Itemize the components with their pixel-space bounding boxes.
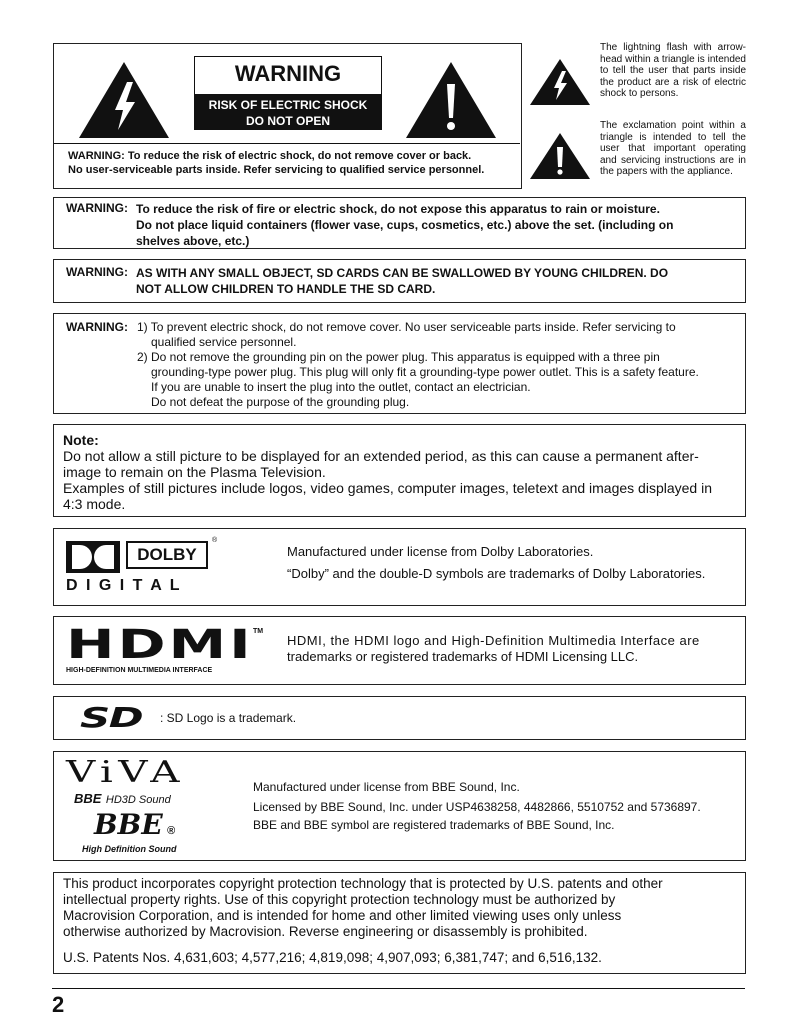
fire-warning-line2: Do not place liquid containers (flower vase, cups, cosmetics, etc.) above the set. (including on (136, 218, 674, 232)
fire-warning-line1: To reduce the risk of fire or electric shock, do not expose this apparatus to rain or moisture. (136, 202, 660, 216)
dolby-word: DOLBY (137, 545, 197, 564)
bbe-reg-mark: ® (167, 825, 176, 837)
plug-warning-item1-line2: qualified service personnel. (151, 335, 297, 349)
bbe-high-definition-text: High Definition Sound (82, 844, 177, 854)
macrovision-line4: otherwise authorized by Macrovision. Reverse engineering or disassembly is prohibited. (63, 924, 588, 939)
bbe-line1: Manufactured under license from BBE Sound, Inc. (253, 780, 520, 794)
plug-warning-item2-line2: grounding-type power plug. This plug will only fit a grounding-type power outlet. This is a safety feature. (151, 365, 699, 379)
lightning-triangle-icon (77, 60, 171, 140)
hdmi-text (287, 633, 743, 665)
hdmi-logo (66, 622, 266, 678)
sd-warning-label: WARNING: (66, 265, 128, 279)
plug-warning-item1-line1: 1) To prevent electric shock, do not remove cover. No user serviceable parts inside. Refer servicing to (137, 320, 676, 334)
macrovision-line3: Macrovision Corporation, and is intended for home and other limited viewing uses only unless (63, 908, 622, 923)
warning-footer-line1: WARNING: To reduce the risk of electric shock, do not remove cover or back. (68, 150, 472, 162)
warning-subtitle-line1: RISK OF ELECTRIC SHOCK (208, 98, 368, 112)
double-d-icon (66, 541, 120, 573)
dolby-text (287, 542, 743, 584)
hdmi-box (53, 616, 746, 685)
note-line1: Do not allow a still picture to be displayed for an extended period, as this can cause a permanent after- (63, 448, 699, 464)
macrovision-text (63, 876, 743, 966)
plug-warning-item2-line4: Do not defeat the purpose of the grounding plug. (151, 395, 410, 409)
exclamation-note: The exclamation point within a triangle is intended to tell the user that important operating and servicing instructions are in the papers with the appliance. (600, 120, 746, 177)
macrovision-patents: U.S. Patents Nos. 4,631,603; 4,577,216; 4,819,098; 4,907,093; 6,381,747; and 6,516,132. (63, 950, 602, 965)
bbe-large-word: BBE (94, 808, 163, 841)
bbe-line2: Licensed by BBE Sound, Inc. under USP4638258, 4482866, 5510752 and 5736897. (253, 800, 701, 814)
hdmi-word: HDMI (66, 622, 254, 668)
plug-warning-item2-line3: If you are unable to insert the plug into the outlet, contact an electrician. (151, 380, 531, 394)
lightning-triangle-small-icon (529, 58, 591, 106)
plug-warning-item2 (137, 350, 737, 410)
dolby-logo (66, 539, 226, 597)
plug-warning-item1 (137, 320, 737, 350)
dolby-box (53, 528, 746, 606)
lightning-note: The lightning flash with arrow-head within a triangle is intended to tell the user that parts inside the product are a risk of electric shock to persons. (600, 42, 746, 99)
bbe-line3: BBE and BBE symbol are registered trademarks of BBE Sound, Inc. (253, 818, 615, 832)
hdmi-line2: trademarks or registered trademarks of HDMI Licensing LLC. (287, 649, 639, 664)
bbe-text (253, 778, 743, 834)
hdmi-tm: TM (253, 628, 264, 635)
macrovision-line1: This product incorporates copyright protection technology that is protected by U.S. patents and other (63, 876, 663, 891)
dolby-word-box (126, 541, 208, 569)
warning-footer-line2: No user-serviceable parts inside. Refer servicing to qualified service personnel. (68, 164, 485, 176)
dolby-line1: Manufactured under license from Dolby Laboratories. (287, 544, 594, 559)
plug-warning-item2-line1: 2) Do not remove the grounding pin on the power plug. This apparatus is equipped with a three pin (137, 350, 660, 364)
bbe-hd3d-logo (74, 790, 171, 808)
footer-divider (52, 988, 745, 989)
note-line4: 4:3 mode. (63, 496, 126, 512)
sd-warning-line1: AS WITH ANY SMALL OBJECT, SD CARDS CAN BE SWALLOWED BY YOUNG CHILDREN. DO (136, 266, 669, 280)
dolby-reg-mark: ® (212, 537, 218, 544)
warning-subtitle-line2: DO NOT OPEN (245, 114, 330, 128)
hd3d-sound-text: HD3D Sound (105, 794, 171, 806)
exclamation-triangle-icon (404, 60, 498, 140)
viva-logo: ViVA (66, 755, 185, 790)
sd-trademark-text: : SD Logo is a trademark. (160, 711, 297, 725)
sd-warning-line2: NOT ALLOW CHILDREN TO HANDLE THE SD CARD. (136, 282, 436, 296)
note-heading: Note: (63, 432, 99, 448)
note-content (63, 432, 743, 512)
hdmi-line1: HDMI, the HDMI logo and High-Definition Multimedia Interface are (287, 633, 700, 648)
sd-warning-text (136, 265, 668, 297)
page-number: 2 (52, 992, 65, 1017)
fire-warning-box (53, 197, 746, 249)
dolby-digital-text: D I G I T A L (66, 577, 182, 594)
bbe-small-word: BBE (74, 791, 102, 806)
hdmi-subtitle: HIGH-DEFINITION MULTIMEDIA INTERFACE (66, 667, 213, 674)
exclamation-triangle-small-icon (529, 132, 591, 180)
warning-title-box (194, 56, 382, 130)
note-line3: Examples of still pictures include logos, video games, computer images, teletext and images displayed in (63, 480, 712, 496)
note-box (53, 424, 746, 517)
sd-warning-box (53, 259, 746, 303)
note-line2: image to remain on the Plasma Television. (63, 464, 326, 480)
warning-divider (54, 143, 520, 144)
bbe-box (53, 751, 746, 861)
warning-title: WARNING (234, 61, 342, 86)
plug-warning-label: WARNING: (66, 320, 128, 334)
macrovision-box (53, 872, 746, 974)
macrovision-line2: intellectual property rights. Use of this copyright protection technology must be authorized by (63, 892, 616, 907)
fire-warning-line3: shelves above, etc.) (136, 234, 250, 248)
plug-warning-box (53, 313, 746, 414)
sd-box (53, 696, 746, 740)
warning-label-box (53, 43, 522, 189)
warning-footer (68, 149, 538, 177)
dolby-line2: “Dolby” and the double-D symbols are trademarks of Dolby Laboratories. (287, 566, 706, 581)
sd-logo: SD (80, 701, 143, 734)
warning-subtitle (195, 94, 381, 130)
fire-warning-label: WARNING: (66, 201, 128, 215)
fire-warning-text (136, 201, 673, 249)
bbe-large-logo (94, 808, 175, 841)
